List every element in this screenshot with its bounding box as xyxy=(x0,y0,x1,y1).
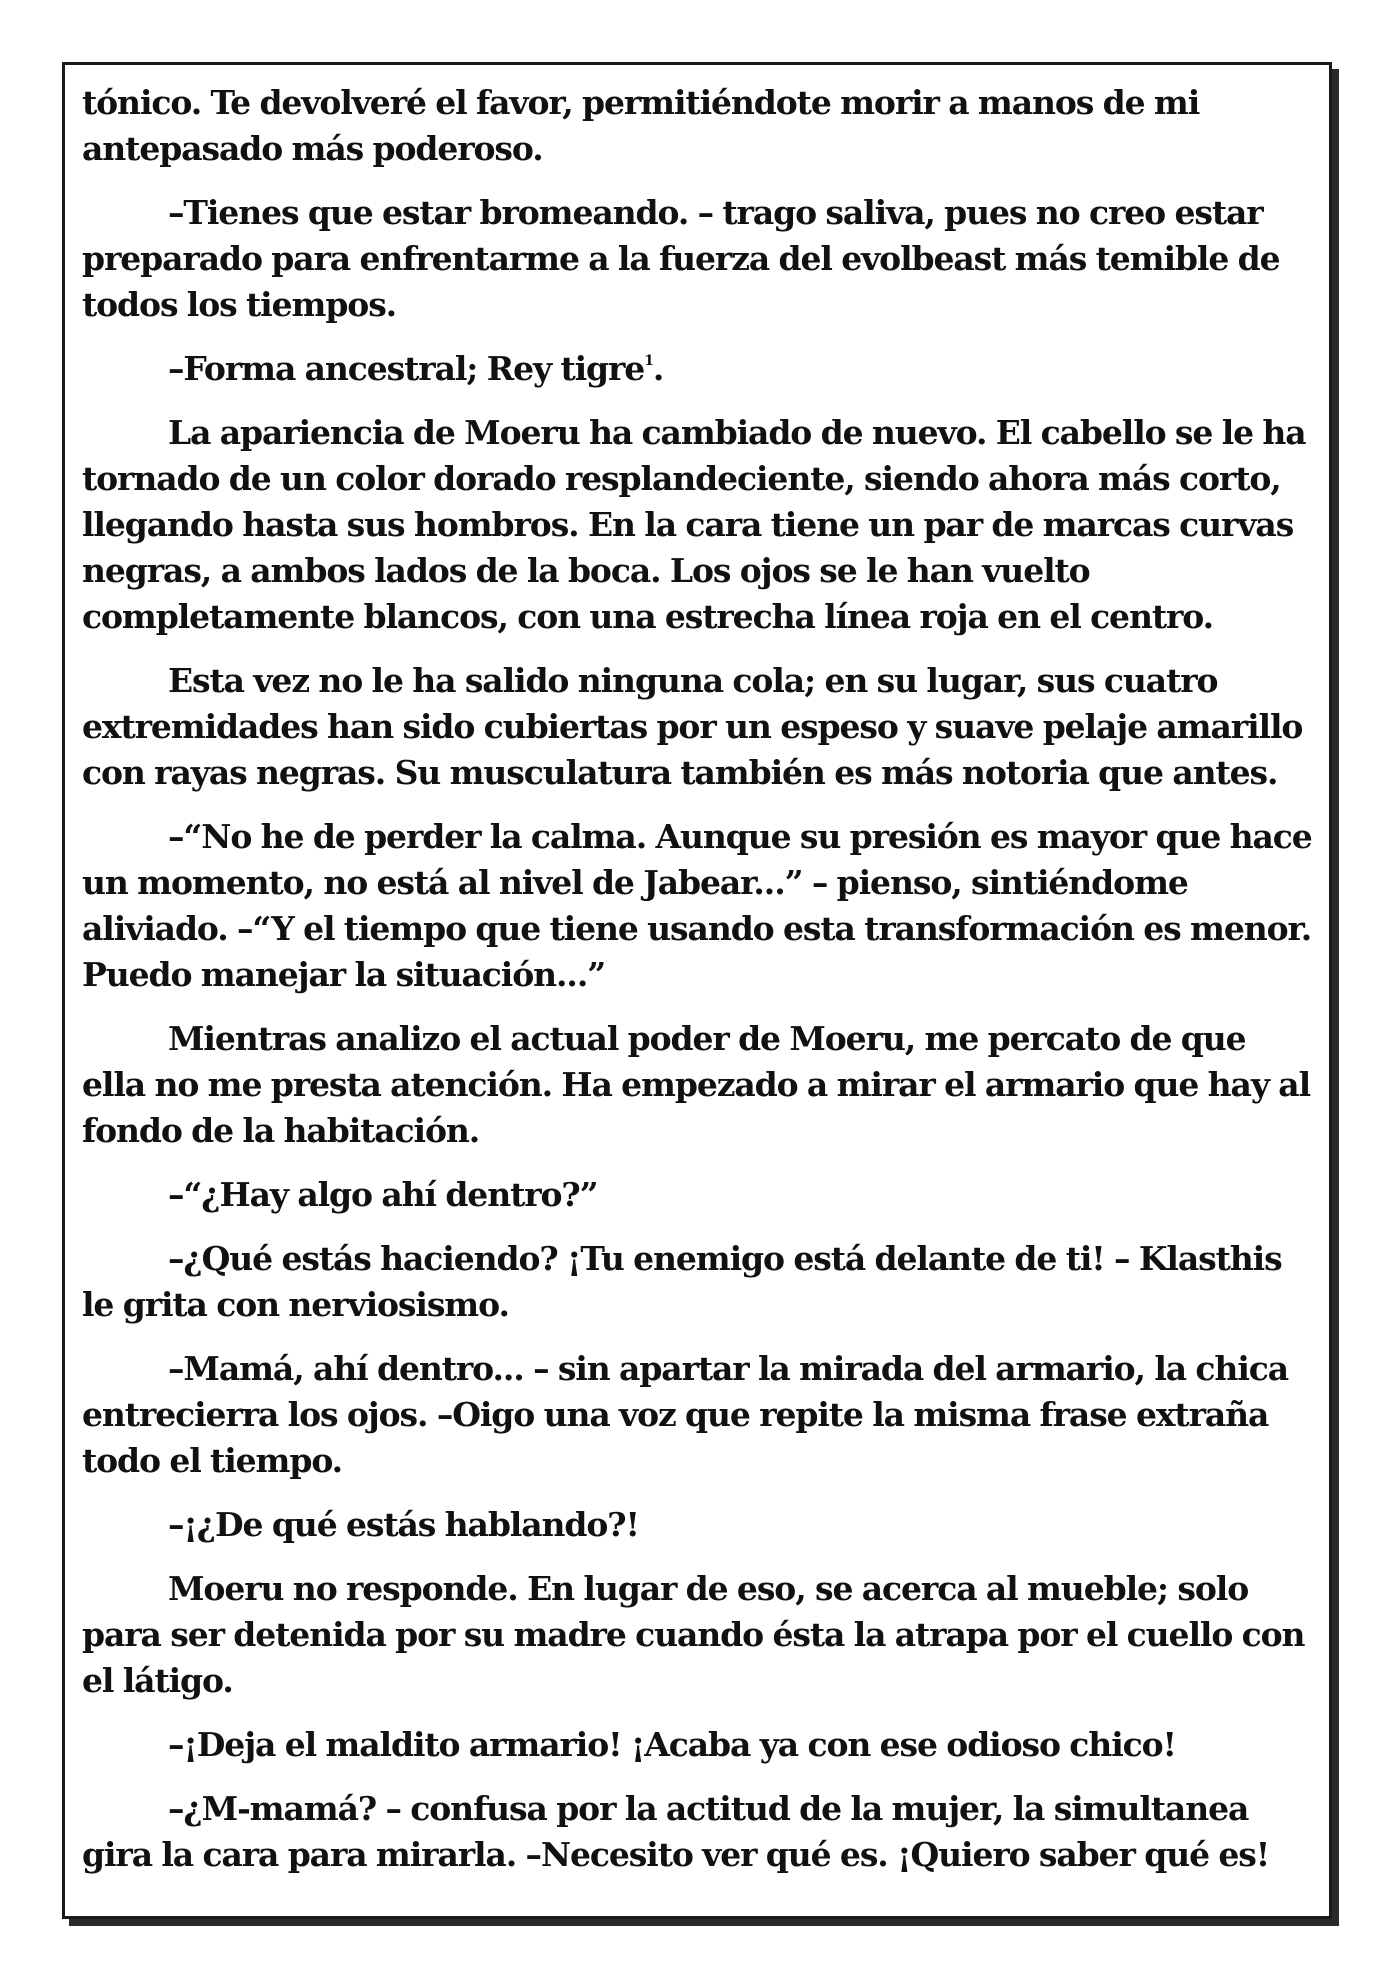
paragraph-13: –¡Deja el maldito armario! ¡Acaba ya con ese odioso chico! xyxy=(168,1725,1176,1764)
paragraph-8: –“¿Hay algo ahí dentro?” xyxy=(168,1175,598,1214)
paragraph-5: Esta vez no le ha salido ninguna cola; en su lugar, sus cuatro extremidades han sido cubiertas por un espeso y suave pelaje amarillo con rayas negras. Su musculatura también es más notoria que antes. xyxy=(82,661,1303,792)
footnote-marker: 1 xyxy=(644,353,653,369)
paragraph-1: tónico. Te devolveré el favor, permitiéndote morir a manos de mi antepasado más poderoso. xyxy=(82,83,1200,168)
paragraph-9: –¿Qué estás haciendo? ¡Tu enemigo está delante de ti! – Klasthis le grita con nerviosismo. xyxy=(82,1239,1282,1324)
paragraph-6: –“No he de perder la calma. Aunque su presión es mayor que hace un momento, no está al nivel de Jabear...” – pienso, sintiéndome aliviado. –“Y el tiempo que tiene usando esta transformación es menor. Puedo manejar la situación...” xyxy=(82,817,1312,994)
paragraph-3-suffix: . xyxy=(652,349,664,388)
paragraph-12: Moeru no responde. En lugar de eso, se acerca al mueble; solo para ser detenida por su madre cuando ésta la atrapa por el cuello con el látigo. xyxy=(82,1569,1305,1700)
paragraph-7: Mientras analizo el actual poder de Moeru, me percato de que ella no me presta atención. Ha empezado a mirar el armario que hay al fondo de la habitación. xyxy=(82,1019,1311,1150)
paragraph-3-text: –Forma ancestral; Rey tigre xyxy=(168,349,645,388)
paragraph-4: La apariencia de Moeru ha cambiado de nuevo. El cabello se le ha tornado de un color dorado resplandeciente, siendo ahora más corto, llegando hasta sus hombros. En la cara tiene un par de marcas curvas negras, a ambos lados de la boca. Los ojos se le han vuelto completamente blancos, con una estrecha línea roja en el centro. xyxy=(82,413,1306,636)
page-text-body xyxy=(82,80,1314,1896)
paragraph-14: –¿M-mamá? – confusa por la actitud de la mujer, la simultanea gira la cara para mirarla. –Necesito ver qué es. ¡Quiero saber qué es! xyxy=(82,1789,1270,1874)
paragraph-11: –¡¿De qué estás hablando?! xyxy=(168,1505,639,1544)
paragraph-2: –Tienes que estar bromeando. – trago saliva, pues no creo estar preparado para enfrentarme a la fuerza del evolbeast más temible de todos los tiempos. xyxy=(82,193,1280,324)
paragraph-3 xyxy=(82,346,1314,392)
paragraph-10: –Mamá, ahí dentro... – sin apartar la mirada del armario, la chica entrecierra los ojos. –Oigo una voz que repite la misma frase extraña todo el tiempo. xyxy=(82,1349,1289,1480)
